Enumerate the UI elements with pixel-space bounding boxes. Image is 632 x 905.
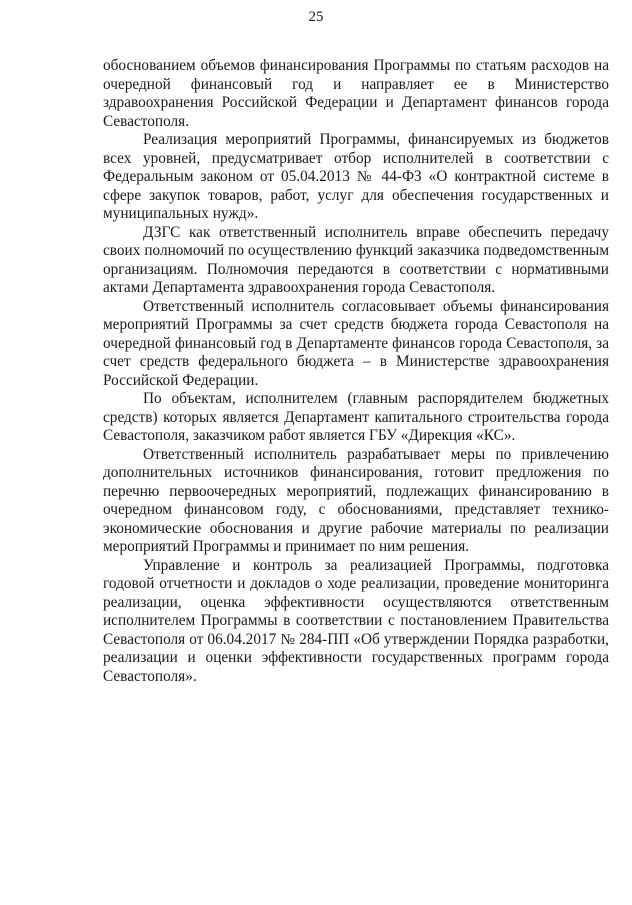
paragraph-management-control: Управление и контроль за реализацией Программы, подготовка годовой отчетности и докладов о ходе реализации, проведение мониторинга реализации, оценка эффективности осуществляются ответственным исполнителем Программы в соответствии с постановлением Правительства Севастополя от 06.04.2017 № 284-ПП «Об утверждении Порядка разработки, реализации и оценки эффективности государственных программ города Севастополя».: [103, 556, 609, 685]
document-body: [103, 57, 609, 686]
page-number: 25: [308, 9, 324, 25]
paragraph-dzgs-powers: ДЗГС как ответственный исполнитель вправе обеспечить передачу своих полномочий по осуществлению функций заказчика подведомственным организациям. Полномочия передаются в соответствии с нормативными актами Департамента здравоохранения города Севастополя.: [103, 223, 609, 296]
paragraph-construction-objects: По объектам, исполнителем (главным распорядителем бюджетных средств) которых является Департамент капитального строительства города Севастополя, заказчиком работ является ГБУ «Дирекция «КС».: [103, 390, 609, 444]
paragraph-financing-approval: Ответственный исполнитель согласовывает объемы финансирования мероприятий Программы за счет средств бюджета города Севастополя на очередной финансовый год в Департаменте финансов города Севастополя, за счет средств федерального бюджета – в Министерстве здравоохранения Российской Федерации.: [103, 297, 609, 389]
paragraph-financing-justification: обоснованием объемов финансирования Программы по статьям расходов на очередной финансовый год и направляет ее в Министерство здравоохранения Российской Федерации и Департамент финансов города Севастополя.: [103, 57, 609, 130]
paragraph-additional-sources: Ответственный исполнитель разрабатывает меры по привлечению дополнительных источников финансирования, готовит предложения по перечню первоочередных мероприятий, подлежащих финансированию в очередном финансовом году, с обоснованиями, представляет технико-экономические обоснования и другие рабочие материалы по реализации мероприятий Программы и принимает по ним решения.: [103, 445, 609, 555]
paragraph-contractor-selection: Реализация мероприятий Программы, финансируемых из бюджетов всех уровней, предусматривает отбор исполнителей в соответствии с Федеральным законом от 05.04.2013 № 44-ФЗ «О контрактной системе в сфере закупок товаров, работ, услуг для обеспечения государственных и муниципальных нужд».: [103, 131, 609, 222]
